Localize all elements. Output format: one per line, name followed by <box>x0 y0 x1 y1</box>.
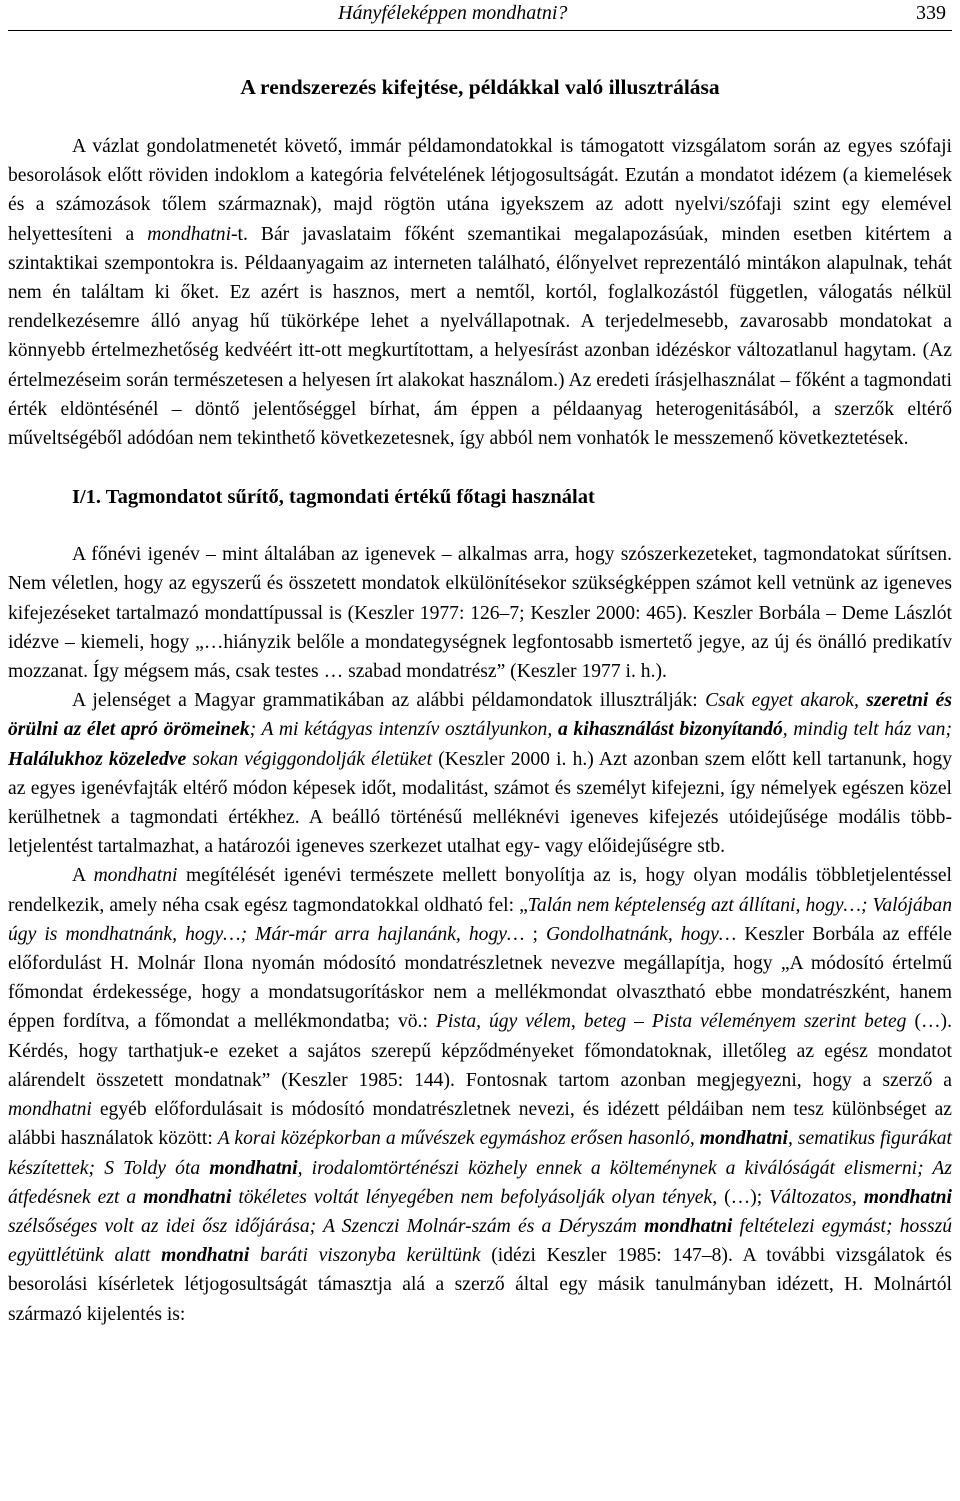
p4-emph-b: mondhatni <box>209 1157 298 1179</box>
p4-term-a: mondhatni <box>93 865 178 887</box>
document-page <box>8 0 952 1329</box>
p4-text-c: ; <box>524 923 546 945</box>
p4-example-a: Talán nem képtelenség azt állítani, hogy…; Valójában úgy is mondhatnánk, hogy…; Már-már arra hajlanánk, hogy… <box>8 894 953 945</box>
subsection-title: I/1. Tagmondatot sűrítő, tagmondati értékű főtagi használat <box>72 486 595 509</box>
p3-emph-a: szeretni és örülni az élet apró örömeinek <box>8 690 952 741</box>
p3-example-c: , mindig telt ház van; <box>782 719 952 741</box>
p2-text: A főnévi igenév – mint általában az igenevek – alkalmas arra, hogy szószerkezeteket, tagmondatokat sűrítsen. Nem véletlen, hogy az egyszerű és összetett mondatok elkülönítésekor szükségképpen számot kell vetnünk az igeneves kifejezéseket tartalmazó mondattípussal is (Keszler 1977: 126–7; Keszler 2000: 465). Keszler Borbála – Deme Lászlót idézve – kiemeli, hogy „…hiányzik belőle a mondategységnek legfontosabb ismertető jegye, az új és önálló predikatív mozzanat. Így mégsem más, csak testes … szabad mondatrész” (Keszler 1977 i. h.). <box>8 544 952 683</box>
p1-text-b: -t. Bár javaslataim főként szemantikai megalapozásúak, minden esetben kitértem a szintaktikai szempontokra is. Példaanyagaim az interneten található, élőnyelvet reprezentáló mintákon alapulnak, tehát nem én találtam ki őket. Ez azért is hasznos, mert a nemtől, kortól, foglalkozástól független, válogatás nélkül rendelkezésemre álló anyag hű tükörképe lehet a nyelvállapotnak. A terjedelmesebb, zavarosabb mondatokat a könnyebb értelmezhetőség kedvéért itt-ott megkurtítottam, a helyesírást azonban idézéskor változatlanul hagytam. (Az értelmezéseim során természetesen a helyesen írt alakokat használom.) Az eredeti írásjelhasználat – főként a tagmondati érték eldöntésénél – döntő jelentőséggel bírhat, ám éppen a példaanyag heterogenitásából, a szerzők eltérő műveltségéből adódóan nem tekinthető következetesnek, így abból nem vonhatók le messzemenő következtetések. <box>8 223 952 450</box>
p3-emph-b: a kihasználást bizonyítandó <box>557 719 783 741</box>
p4-text-a: A <box>72 865 94 887</box>
p4-example-j: feltételezi egymást; hosszú együttlétünk alatt <box>8 1215 952 1267</box>
p4-text-f: egyéb előfordulásait is módosító mondatrészletnek nevezi, és idézett példáiban nem tesz különbséget az alábbi használatok között: <box>8 1099 952 1150</box>
p4-example-e: , sematikus figurákat készítettek; S Toldy óta <box>8 1128 953 1179</box>
p4-example-g: tökéletes voltát lényegében nem befolyásolják olyan tények, <box>231 1186 718 1208</box>
running-title: Hányféleképpen mondhatni? <box>338 2 568 24</box>
p4-emph-a: mondhatni <box>699 1128 788 1150</box>
p1-italic-term: mondhatni <box>147 223 232 245</box>
p4-example-d: A korai középkorban a művészek egymáshoz erősen hasonló, <box>217 1128 700 1150</box>
p4-emph-f: mondhatni <box>161 1245 250 1267</box>
p3-text-b: (Keszler 2000 i. h.) Azt azonban szem előtt kell tartanunk, hogy az egyes igenévfajták eltérő módon képesek időt, modalitást, számot és személyt kifejezni, így némelyek egészen közel kerülhetnek a tagmondati értékhez. A beálló történésű melléknévi igeneves kifejezés utóidejűsége modális többletjelentést tartalmazhat, a határozói igeneves szerkezet utalhat egy- vagy előidejűségre stb. <box>8 748 952 858</box>
p4-example-k: baráti viszonyba kerültünk <box>249 1245 481 1267</box>
section-body <box>8 132 952 453</box>
p1-text-a: A vázlat gondolatmenetét követő, immár példamondatokkal is támogatott vizsgálatom során az egyes szófaji besorolások előtt röviden indoklom a kategória felvételének létjogosultságát. Ezután a mondatot idézem (a kiemelések és a számozások tőlem származnak), majd rögtön utána igyekszem az adott nyelvi/szófaji szint egy elemével helyettesíteni a <box>8 136 952 245</box>
p3-example-a: Csak egyet akarok, <box>705 690 867 712</box>
p4-example-f: , irodalomtörténészi közhely ennek a költeménynek a kiválóságát elismerni; Az átfedésnek ezt a <box>8 1157 953 1208</box>
paragraph-2 <box>8 540 952 686</box>
p3-emph-c: Halálukhoz közeledve <box>8 748 187 770</box>
p4-emph-e: mondhatni <box>644 1215 733 1237</box>
p4-example-i: szélsőséges volt az idei ősz időjárása; A Szenczi Molnár-szám és a Déryszám <box>8 1215 645 1237</box>
p4-example-b: Gondolhatnánk, hogy… <box>545 923 737 945</box>
p3-text-a: A jelenséget a Magyar grammatikában az alábbi példamondatok illusztrálják: <box>72 690 706 712</box>
paragraph-1 <box>8 132 952 453</box>
p4-emph-c: mondhatni <box>143 1186 232 1208</box>
paragraph-3 <box>8 686 952 861</box>
section-title: A rendszerezés kifejtése, példákkal való illusztrálása <box>240 75 720 99</box>
p3-example-b: ; A mi kétágyas intenzív osztályunkon, <box>249 719 558 741</box>
p4-text-h: (idézi Keszler 1985: 147–8). A további vizsgálatok és besorolási kísérletek létjogosultságát támasztja alá a szerző által egy másik tanulmányban idézett, H. Molnártól származó kijelentés is: <box>8 1245 952 1325</box>
subsection-body <box>8 540 952 1328</box>
p4-emph-d: mondhatni <box>863 1186 952 1208</box>
p4-text-g: (…); <box>717 1186 770 1208</box>
p3-example-d: sokan végiggondolják életüket <box>186 748 433 770</box>
p4-example-h: Változatos, <box>769 1186 864 1208</box>
p4-example-c: Pista, úgy vélem, beteg – Pista véleményem szerint beteg <box>435 1011 907 1033</box>
paragraph-4 <box>8 861 952 1328</box>
p4-term-b: mondhatni <box>8 1099 92 1121</box>
running-header <box>8 0 952 31</box>
page-number: 339 <box>916 2 946 24</box>
p4-text-d: Keszler Borbála az efféle előfordulást H. Molnár Ilona nyomán módosító mondatrészletnek nevezve megállapítja, hogy „A módosító értelmű főmondat érdekessége, hogy a mondatsugorításkor nem a mellékmondat olvasztható ebbe mondatrészként, hanem éppen fordítva, a főmondat a mellékmondatba; vö.: <box>8 923 952 1033</box>
p4-text-e: (…). Kérdés, hogy tarthatjuk-e ezeket a sajátos szerepű képződményeket főmondatoknak, illetőleg az egész mondatot alárendelt összetett mondatnak” (Keszler 1985: 144). Fontosnak tartom azonban megjegyezni, hogy a szerző a <box>8 1011 952 1091</box>
p4-text-b: megítélését igenévi természete mellett bonyolítja az is, hogy olyan modális többletjelentéssel rendelkezik, amely néha csak egész tagmondatokkal oldható fel: „ <box>8 865 952 916</box>
